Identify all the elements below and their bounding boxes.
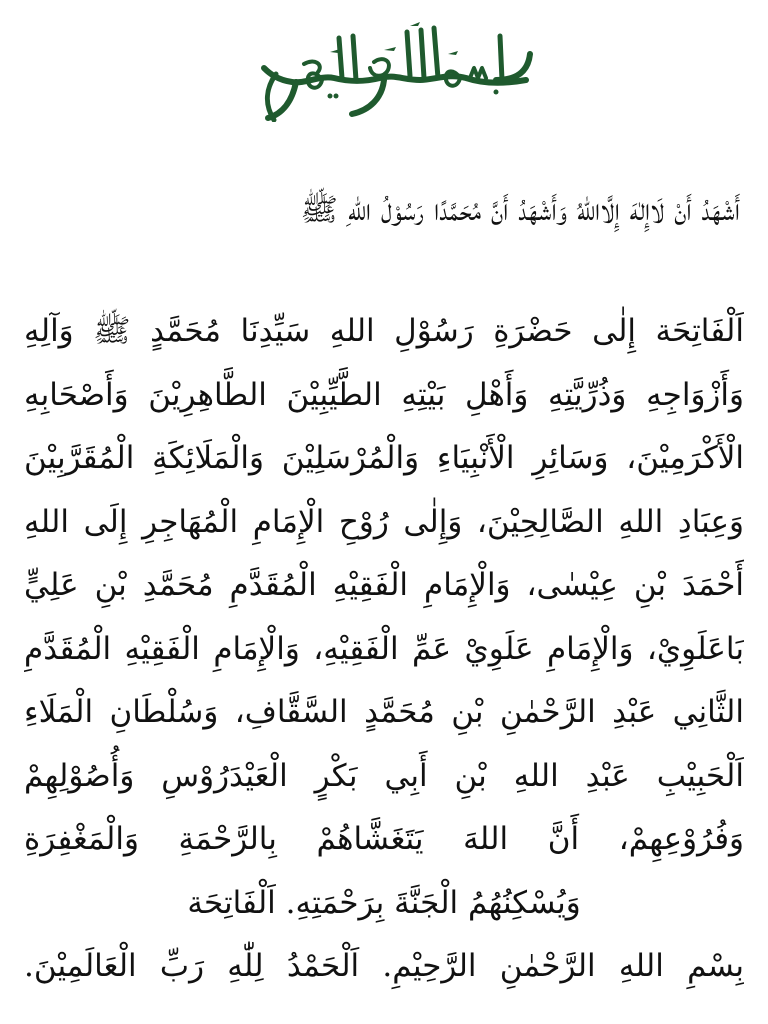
basmala-calligraphy-icon (234, 18, 534, 122)
text-line: أَحْمَدَ بْنِ عِيْسٰى، وَالْإِمَامِ الْفَقِيْهِ الْمُقَدَّمِ مُحَمَّدِ بْنِ عَلِيٍّ (24, 567, 744, 603)
text-line: اَلْفَاتِحَة إِلٰى حَضْرَةِ رَسُوْلِ اللهِ سَيِّدِنَا مُحَمَّدٍ ﷺ وَآلِهِ (24, 313, 744, 349)
text-line: الْأَكْرَمِيْنَ، وَسَائِرِ الْأَنْبِيَاءِ وَالْمُرْسَلِيْنَ وَالْمَلَائِكَةِ الْمُقَرَّبِيْنَ (24, 440, 744, 476)
text-line: وَفُرُوْعِهِمْ، أَنَّ اللهَ يَتَغَشَّاهُمْ بِالرَّحْمَةِ وَالْمَغْفِرَةِ (24, 821, 744, 857)
text-line: اَلْحَبِيْبِ عَبْدِ اللهِ بْنِ أَبِي بَكْرٍ الْعَيْدَرُوْسِ وَأُصُوْلِهِمْ (24, 757, 744, 794)
text-line: بِسْمِ اللهِ الرَّحْمٰنِ الرَّحِيْمِ. اَلْحَمْدُ لِلّٰهِ رَبِّ الْعَالَمِيْنَ. (24, 948, 744, 984)
text-line: بَاعَلَوِيْ، وَالْإِمَامِ عَلَوِيْ عَمِّ الْفَقِيْهِ، وَالْإِمَامِ الْفَقِيْهِ الْمُقَدَّمِ (24, 630, 744, 667)
fatiha-dedication-text (24, 300, 744, 999)
text-line: وَيُسْكِنُهُمُ الْجَنَّةَ بِرَحْمَتِهِ. اَلْفَاتِحَة (187, 884, 581, 921)
text-line: وَأَزْوَاجِهِ وَذُرِّيَّتِهِ وَأَهْلِ بَيْتِهِ الطَّيِّبِيْنَ الطَّاهِرِيْنَ وَأَصْحَابِهِ (24, 376, 744, 413)
basmala-calligraphy-logo (234, 18, 534, 122)
text-line: الثَّانِي عَبْدِ الرَّحْمٰنِ بْنِ مُحَمَّدٍ السَّقَّافِ، وَسُلْطَانِ الْمَلَاءِ (24, 694, 744, 730)
text-line: وَعِبَادِ اللهِ الصَّالِحِيْنَ، وَإِلٰى رُوْحِ الْإِمَامِ الْمُهَاجِرِ إِلَى اللهِ (24, 503, 744, 540)
shahada-line: أَشْهَدُ أَنْ لَاإِلٰهَ إِلَّااللهُ وَأَشْهَدُ أَنَّ مُحَمَّدًا رَسُوْلُ اللهِ ﷺ (300, 192, 740, 228)
